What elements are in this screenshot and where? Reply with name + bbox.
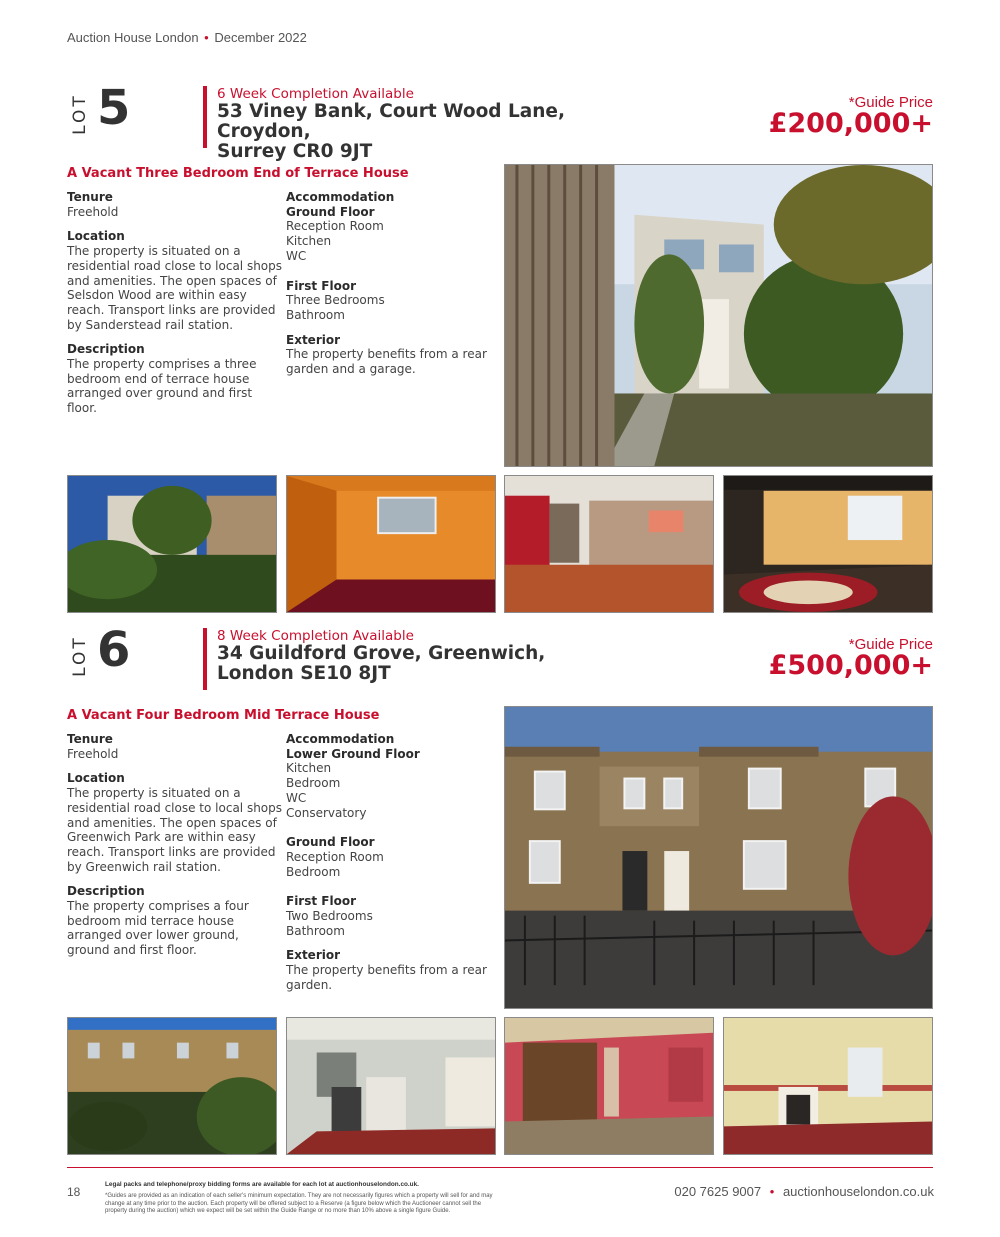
guide-price: £500,000+ xyxy=(768,650,933,681)
tenure-label: Tenure xyxy=(67,732,113,746)
floor-name: Ground Floor xyxy=(286,204,375,219)
property-details-right xyxy=(286,190,496,377)
tenure-label: Tenure xyxy=(67,190,113,204)
address-line: 34 Guildford Grove, Greenwich, xyxy=(217,643,546,664)
bedroom-photo xyxy=(286,475,496,613)
location-label: Location xyxy=(67,229,125,244)
description-text: The property comprises a four bedroom mid terrace house arranged over lower ground, ground and first floor. xyxy=(67,899,249,958)
room: Bedroom xyxy=(286,776,341,791)
rear-garden-photo xyxy=(67,1017,277,1155)
reception-room-photo xyxy=(504,1017,714,1155)
footer-divider xyxy=(67,1167,933,1168)
main-exterior-photo xyxy=(504,164,933,467)
bedroom-fireplace-photo xyxy=(723,1017,933,1155)
description-label: Description xyxy=(67,342,145,357)
floor-name: Ground Floor xyxy=(286,835,375,850)
page-header xyxy=(67,30,307,45)
contact-info xyxy=(674,1184,934,1199)
room: WC xyxy=(286,248,307,263)
room: Bathroom xyxy=(286,307,345,322)
exterior-text: The property benefits from a rear garden and a garage. xyxy=(286,347,487,377)
location-text: The property is situated on a residential road close to local shops and amenities. The open spaces of Selsdon Wood are within easy reach. Transport links are provided by Sanderstead rail station. xyxy=(67,244,283,332)
exterior-text: The property benefits from a rear garden. xyxy=(286,963,487,992)
page-number: 18 xyxy=(67,1185,81,1199)
address-line: London SE10 8JT xyxy=(217,663,391,684)
lot-label: LOT xyxy=(70,93,90,135)
tenure-value: Freehold xyxy=(67,204,119,219)
room: Kitchen xyxy=(286,761,332,776)
issue-date: December 2022 xyxy=(214,30,307,45)
lot-number: 6 xyxy=(97,622,131,678)
room: Conservatory xyxy=(286,805,367,820)
reception-room-photo xyxy=(504,475,714,613)
floor-name: First Floor xyxy=(286,894,357,909)
kitchen-photo xyxy=(286,1017,496,1155)
main-exterior-photo xyxy=(504,706,933,1009)
property-details-left xyxy=(67,732,282,958)
room-with-rug-photo xyxy=(723,475,933,613)
description-label: Description xyxy=(67,884,145,899)
room: Reception Room xyxy=(286,219,384,234)
address-line: 53 Viney Bank, Court Wood Lane, Croydon, xyxy=(217,101,565,142)
location-label: Location xyxy=(67,771,125,786)
room: Two Bedrooms xyxy=(286,909,373,924)
exterior-label: Exterior xyxy=(286,948,341,963)
property-address xyxy=(217,644,657,684)
room: Bathroom xyxy=(286,923,345,938)
accommodation-label: Accommodation xyxy=(286,732,395,746)
header-separator: • xyxy=(204,30,209,45)
guide-price: £200,000+ xyxy=(768,108,933,139)
accent-bar xyxy=(203,628,207,690)
room: Three Bedrooms xyxy=(286,293,385,308)
website-link[interactable]: auctionhouselondon.co.uk xyxy=(782,1184,934,1199)
phone-number: 020 7625 9007 xyxy=(674,1184,762,1199)
property-details-right xyxy=(286,732,496,993)
property-subtitle: A Vacant Three Bedroom End of Terrace House xyxy=(67,166,409,181)
accommodation-label: Accommodation xyxy=(286,190,395,204)
room: Kitchen xyxy=(286,234,332,249)
floor-name: First Floor xyxy=(286,278,357,293)
brand-name: Auction House London xyxy=(67,30,199,45)
guide-price-disclaimer: *Guides are provided as an indication of each seller's minimum expectation. They are not necessarily figures which a property will sell for and may change at any time prior to the auction. Each property will be offered subject to a Reserve (a figure below which the Auctioneer cannot sell the property during the auction) which we expect will be set within the Guide Range or no more than 10% above a single figure Guide. xyxy=(105,1193,493,1215)
legal-pack-notice: Legal packs and telephone/proxy bidding forms are available for each lot at auctionhouselondon.co.uk. xyxy=(105,1181,419,1188)
room: Bedroom xyxy=(286,864,341,879)
contact-separator: • xyxy=(769,1184,775,1199)
exterior-label: Exterior xyxy=(286,332,341,347)
completion-notice: 6 Week Completion Available xyxy=(217,86,414,102)
garden-photo xyxy=(67,475,277,613)
property-address xyxy=(217,102,657,162)
completion-notice: 8 Week Completion Available xyxy=(217,628,414,644)
address-line: Surrey CR0 9JT xyxy=(217,141,373,162)
lot-6-section xyxy=(67,622,937,1158)
guide-price-label: *Guide Price xyxy=(848,636,933,653)
floor-name: Lower Ground Floor xyxy=(286,746,420,761)
accent-bar xyxy=(203,86,207,148)
lot-5-section xyxy=(67,80,937,616)
property-details-left xyxy=(67,190,282,416)
lot-number: 5 xyxy=(97,80,131,136)
location-text: The property is situated on a residential road close to local shops and amenities. The open spaces of Greenwich Park are within easy reach. Transport links are provided by Greenwich rail station. xyxy=(67,786,283,874)
room: Reception Room xyxy=(286,849,384,864)
description-text: The property comprises a three bedroom end of terrace house arranged over ground and first floor. xyxy=(67,357,257,416)
property-subtitle: A Vacant Four Bedroom Mid Terrace House xyxy=(67,708,380,723)
tenure-value: Freehold xyxy=(67,746,119,761)
room: WC xyxy=(286,790,307,805)
lot-label: LOT xyxy=(70,635,90,677)
guide-price-label: *Guide Price xyxy=(848,94,933,111)
